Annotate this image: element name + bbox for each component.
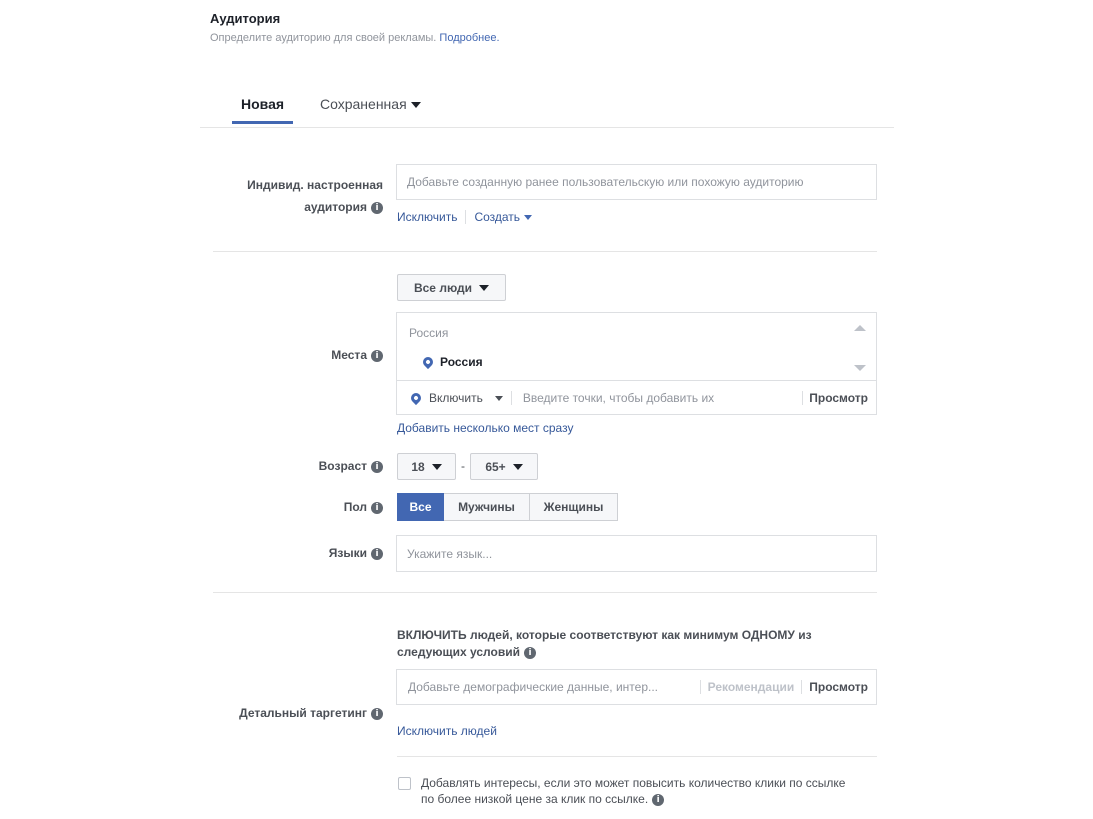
location-points-placeholder: Введите точки, чтобы добавить их — [522, 391, 715, 405]
tab-new[interactable] — [241, 96, 284, 123]
selected-location[interactable] — [423, 355, 483, 369]
divider — [700, 680, 701, 694]
languages-placeholder: Укажите язык... — [407, 546, 493, 561]
section-divider — [213, 592, 877, 593]
chevron-down-icon — [479, 285, 489, 291]
info-icon[interactable]: i — [371, 708, 383, 720]
custom-audience-label-line1: Индивид. настроенная — [247, 178, 383, 192]
section-divider — [397, 756, 877, 757]
languages-label — [200, 542, 383, 564]
info-icon[interactable]: i — [371, 461, 383, 473]
languages-input[interactable] — [396, 535, 877, 572]
expand-interests-line2: по более низкой цене за клик по ссылке. — [421, 792, 649, 806]
age-label-text: Возраст — [318, 459, 367, 473]
exclude-audience-link[interactable]: Исключить — [397, 210, 458, 224]
custom-audience-label-line2: аудитория — [304, 200, 367, 214]
info-icon[interactable]: i — [371, 548, 383, 560]
gender-label-text: Пол — [343, 500, 367, 514]
section-subtitle — [210, 32, 500, 44]
location-pin-icon — [409, 391, 423, 405]
browse-targeting-button[interactable]: Просмотр — [809, 680, 868, 694]
add-multiple-locations-link[interactable]: Добавить несколько мест сразу — [397, 421, 574, 435]
divider — [801, 680, 802, 694]
tab-new-label: Новая — [241, 96, 285, 112]
locations-box — [396, 312, 877, 415]
custom-audience-placeholder: Добавьте созданную ранее пользовательскую или похожую аудиторию — [407, 175, 804, 189]
languages-label-text: Языки — [328, 546, 367, 560]
chevron-down-icon — [411, 102, 421, 108]
include-text-line2: следующих условий — [397, 645, 520, 659]
divider — [511, 391, 512, 405]
gender-selector — [397, 493, 618, 521]
location-points-input[interactable] — [523, 391, 802, 405]
gender-all-button[interactable]: Все — [397, 493, 444, 521]
custom-audience-actions — [397, 210, 532, 224]
expand-interests-text — [421, 775, 845, 807]
learn-more-link[interactable]: Подробнее. — [439, 32, 500, 44]
age-min-value: 18 — [411, 459, 425, 474]
exclude-people-link[interactable]: Исключить людей — [397, 724, 497, 738]
age-min-dropdown[interactable] — [397, 453, 456, 480]
audience-tabs — [200, 88, 894, 128]
section-divider — [213, 251, 877, 252]
recommendations-button[interactable]: Рекомендации — [707, 680, 795, 694]
divider — [465, 210, 466, 224]
gender-female-button[interactable]: Женщины — [530, 493, 618, 521]
scroll-down-icon[interactable] — [854, 365, 866, 371]
age-label — [200, 455, 383, 477]
include-dropdown-label: Включить — [429, 391, 483, 405]
gender-label — [200, 496, 383, 518]
tab-saved[interactable] — [320, 96, 421, 123]
divider — [802, 391, 803, 405]
create-audience-link[interactable] — [474, 210, 532, 224]
browse-locations-button[interactable]: Просмотр — [809, 391, 868, 405]
age-separator: - — [461, 459, 465, 473]
locations-add-row — [397, 381, 876, 415]
people-type-dropdown[interactable] — [397, 274, 506, 301]
info-icon[interactable]: i — [371, 502, 383, 514]
detailed-targeting-placeholder: Добавьте демографические данные, интер... — [408, 680, 658, 694]
chevron-down-icon — [495, 396, 503, 401]
chevron-down-icon — [432, 464, 442, 470]
info-icon[interactable]: i — [371, 202, 383, 214]
detailed-targeting-label — [200, 702, 383, 724]
tab-saved-label: Сохраненная — [320, 96, 407, 112]
section-title: Аудитория — [210, 11, 281, 26]
age-max-value: 65+ — [485, 459, 506, 474]
info-icon[interactable]: i — [524, 647, 536, 659]
custom-audience-label — [200, 174, 383, 218]
selected-location-label: Россия — [440, 355, 483, 369]
location-pin-icon — [421, 355, 435, 369]
expand-interests-checkbox[interactable] — [398, 777, 411, 790]
detailed-targeting-input[interactable] — [396, 669, 877, 705]
subtitle-text: Определите аудиторию для своей рекламы. — [210, 32, 437, 44]
custom-audience-input[interactable] — [396, 164, 877, 200]
scroll-up-icon[interactable] — [854, 325, 866, 331]
locations-list[interactable] — [397, 313, 876, 381]
age-max-dropdown[interactable] — [470, 453, 538, 480]
info-icon[interactable]: i — [652, 794, 664, 806]
gender-male-button[interactable]: Мужчины — [444, 493, 530, 521]
people-type-label: Все люди — [413, 280, 473, 295]
places-label-text: Места — [331, 348, 367, 362]
expand-interests-line1: Добавлять интересы, если это может повысить количество клики по ссылке — [421, 776, 846, 790]
include-text-line1: ВКЛЮЧИТЬ людей, которые соответствуют как минимум ОДНОМУ из — [397, 628, 812, 642]
create-audience-label: Создать — [474, 210, 521, 224]
include-dropdown[interactable] — [411, 391, 503, 405]
location-group-header: Россия — [409, 326, 449, 340]
detailed-targeting-label-text: Детальный таргетинг — [239, 706, 367, 720]
places-label — [200, 344, 383, 366]
detailed-targeting-include-text — [397, 627, 812, 661]
chevron-down-icon — [524, 215, 532, 220]
info-icon[interactable]: i — [371, 350, 383, 362]
chevron-down-icon — [513, 464, 523, 470]
